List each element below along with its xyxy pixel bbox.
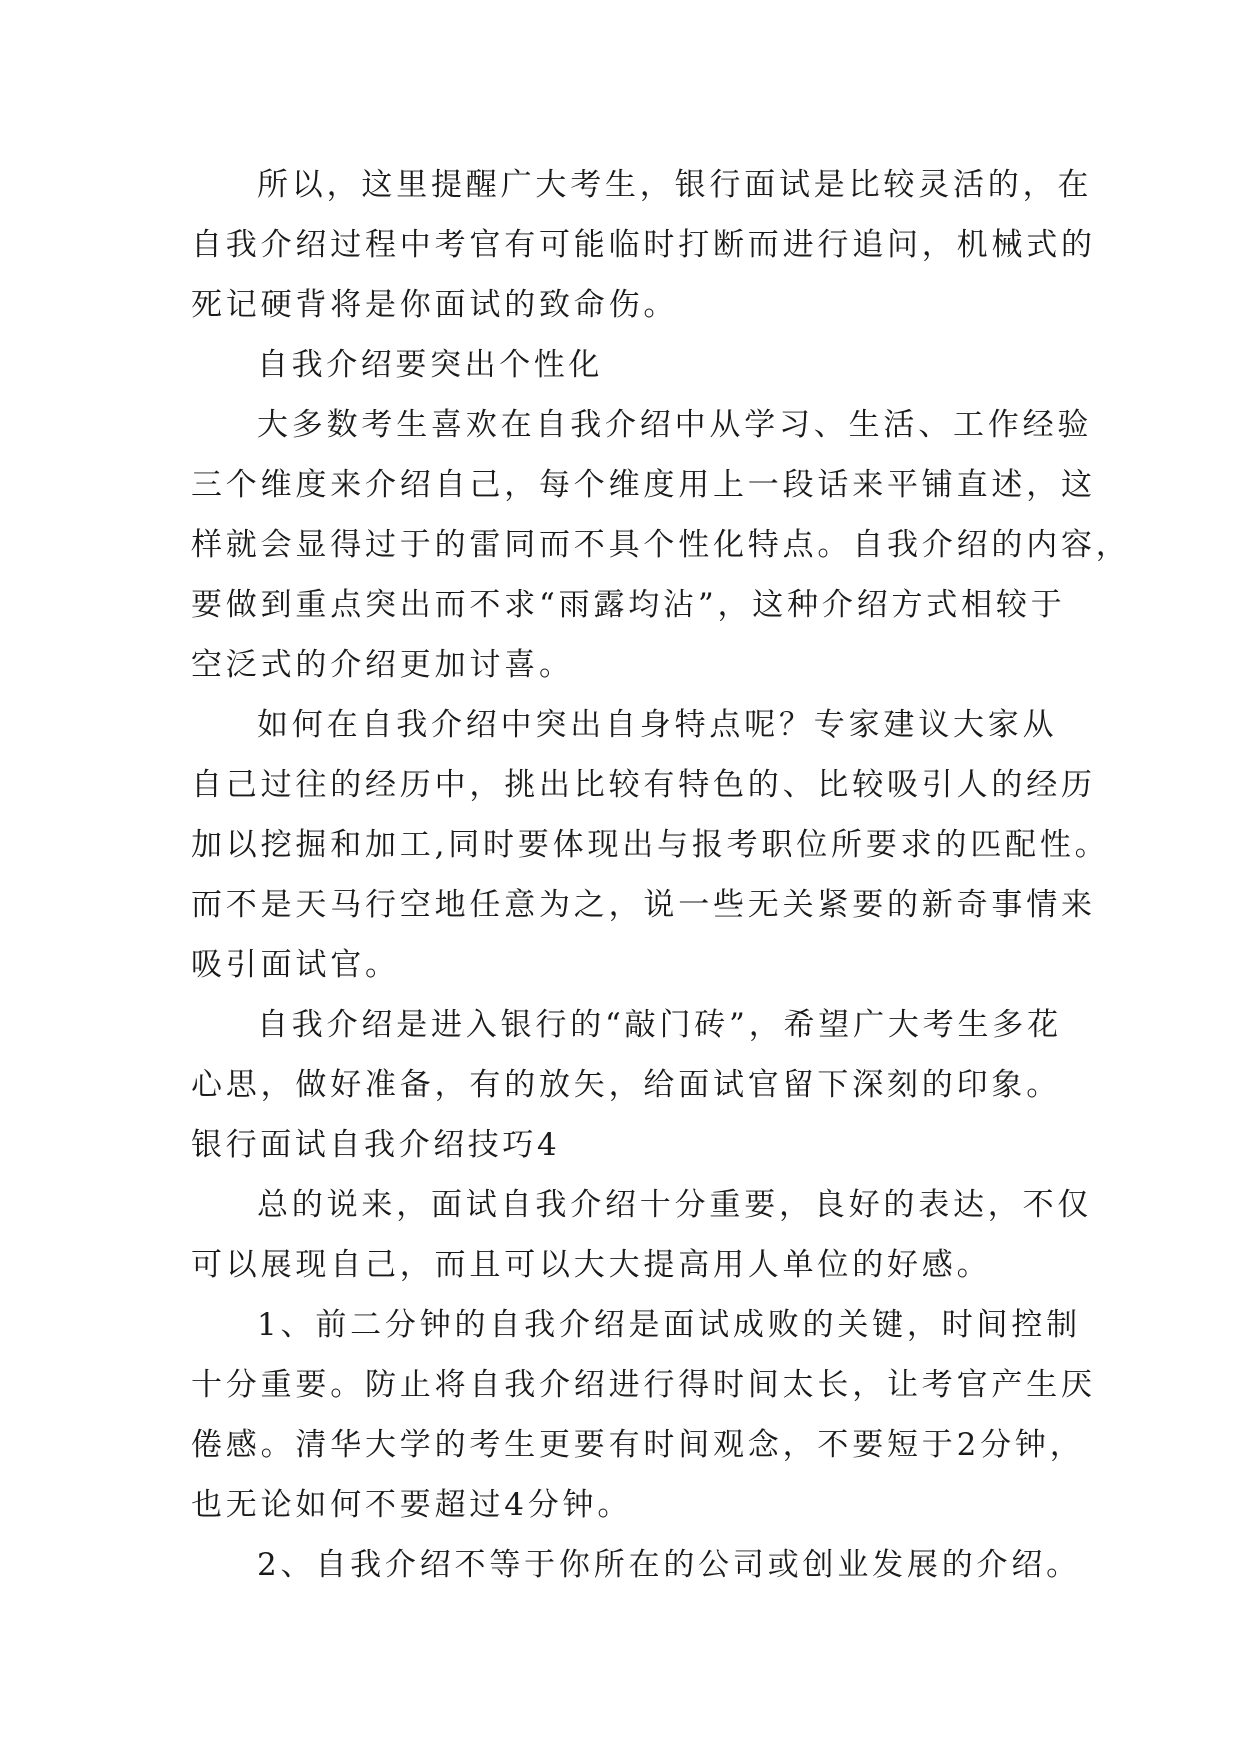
paragraph-line: 自我介绍过程中考官有可能临时打断而进行追问，机械式的 (191, 227, 1096, 263)
paragraph-line: 自我介绍是进入银行的“敲门砖”，希望广大考生多花 (257, 1007, 1062, 1043)
paragraph-line: 而不是天马行空地任意为之，说一些无关紧要的新奇事情来 (191, 887, 1096, 923)
paragraph-line: 如何在自我介绍中突出自身特点呢？专家建议大家从 (257, 707, 1058, 743)
paragraph-line: 1、前二分钟的自我介绍是面试成败的关键，时间控制 (257, 1307, 1081, 1343)
paragraph-line: 大多数考生喜欢在自我介绍中从学习、生活、工作经验 (257, 407, 1093, 443)
paragraph-line: 要做到重点突出而不求“雨露均沾”，这种介绍方式相较于 (191, 587, 1066, 623)
paragraph-line: 死记硬背将是你面试的致命伤。 (191, 287, 679, 323)
paragraph-line: 可以展现自己，而且可以大大提高用人单位的好感。 (191, 1247, 992, 1283)
paragraph-line: 自己过往的经历中，挑出比较有特色的、比较吸引人的经历 (191, 767, 1096, 803)
paragraph-line: 十分重要。防止将自我介绍进行得时间太长，让考官产生厌 (191, 1367, 1096, 1403)
section-subheading: 自我介绍要突出个性化 (257, 347, 603, 383)
paragraph-line: 也无论如何不要超过4分钟。 (191, 1487, 633, 1523)
paragraph-line: 2、自我介绍不等于你所在的公司或创业发展的介绍。 (257, 1547, 1081, 1583)
paragraph-line: 三个维度来介绍自己，每个维度用上一段话来平铺直述，这 (191, 467, 1096, 503)
section-heading: 银行面试自我介绍技巧4 (191, 1127, 561, 1163)
paragraph-line: 总的说来，面试自我介绍十分重要，良好的表达，不仅 (257, 1187, 1093, 1223)
paragraph-line: 心思，做好准备，有的放矢，给面试官留下深刻的印象。 (191, 1067, 1061, 1103)
paragraph-line: 空泛式的介绍更加讨喜。 (191, 647, 574, 683)
paragraph-line: 样就会显得过于的雷同而不具个性化特点。自我介绍的内容， (191, 527, 1131, 563)
paragraph-line: 所以，这里提醒广大考生，银行面试是比较灵活的，在 (257, 167, 1093, 203)
paragraph-line: 吸引面试官。 (191, 947, 400, 983)
paragraph-line: 倦感。清华大学的考生更要有时间观念，不要短于2分钟， (191, 1427, 1085, 1463)
paragraph-line: 加以挖掘和加工,同时要体现出与报考职位所要求的匹配性。 (191, 827, 1110, 863)
